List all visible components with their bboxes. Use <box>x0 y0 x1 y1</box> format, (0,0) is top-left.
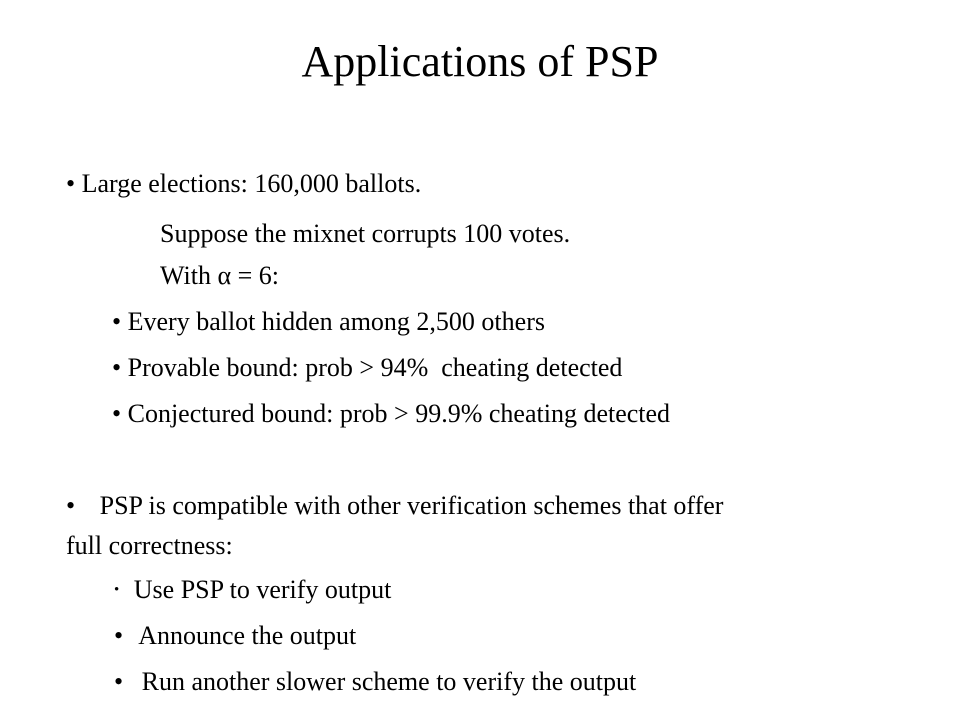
bullet-icon: • <box>114 621 124 650</box>
bullet-icon: • <box>112 399 122 428</box>
bullet-text: Announce the output <box>138 621 357 650</box>
bullet-text: Large elections: 160,000 ballots. <box>81 169 422 198</box>
bullet-icon: • <box>66 169 76 198</box>
bullet-icon: • <box>114 582 120 598</box>
bullet-text: PSP is compatible with other verification schemes that offer <box>99 491 724 520</box>
bullet-text: Provable bound: prob > 94% cheating detected <box>127 353 623 382</box>
sub-bullet-hidden <box>112 306 545 338</box>
bullet-icon: • <box>112 307 122 336</box>
bullet-text: Every ballot hidden among 2,500 others <box>127 307 545 336</box>
sub-bullet-use-psp <box>114 574 391 606</box>
sub-line-alpha: With α = 6: <box>160 261 279 290</box>
sub-line-mixnet: Suppose the mixnet corrupts 100 votes. <box>160 219 571 248</box>
sub-bullet-run-another <box>114 666 636 698</box>
bullet-icon: • <box>114 667 124 696</box>
bullet-compatible-continuation: full correctness: <box>66 531 233 560</box>
sub-bullet-announce <box>114 620 356 652</box>
slide-title: Applications of PSP <box>301 37 659 86</box>
sub-bullet-conjectured <box>112 398 670 430</box>
bullet-compatible <box>66 490 723 522</box>
bullet-icon: • <box>112 353 122 382</box>
bullet-icon: • <box>66 491 76 520</box>
bullet-text: Use PSP to verify output <box>133 575 392 604</box>
sub-bullet-provable <box>112 352 622 384</box>
bullet-text: Conjectured bound: prob > 99.9% cheating detected <box>127 399 671 428</box>
bullet-text: Run another slower scheme to verify the output <box>141 667 637 696</box>
bullet-large-elections <box>66 168 421 200</box>
